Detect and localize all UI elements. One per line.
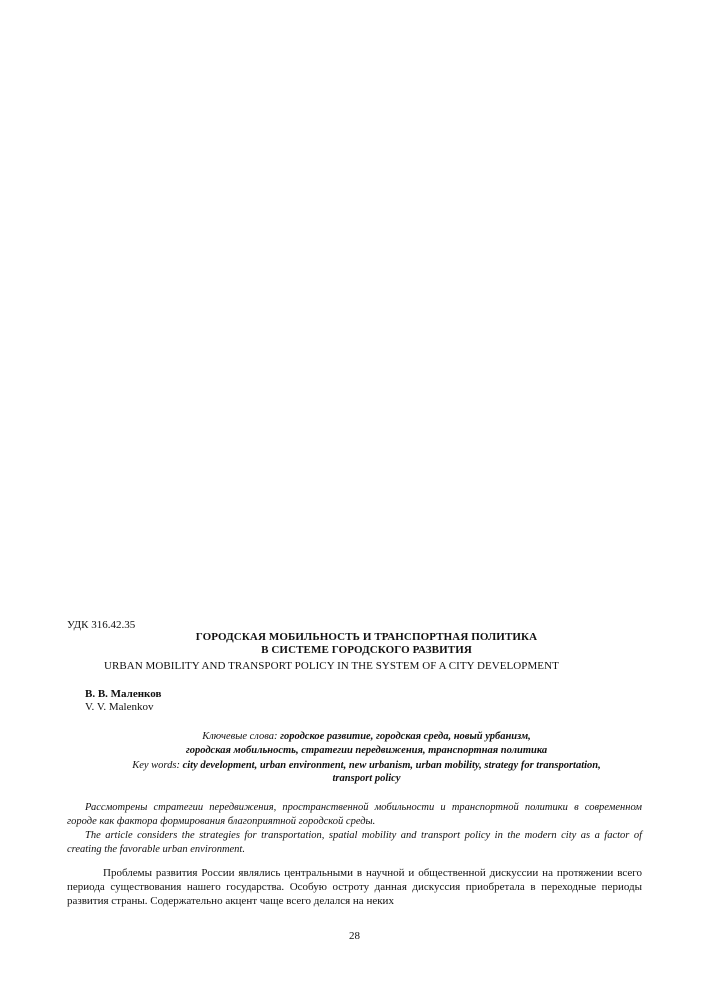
title-ru-line-2: В СИСТЕМЕ ГОРОДСКОГО РАЗВИТИЯ <box>261 644 472 656</box>
keywords-en-line-1 <box>12 760 709 771</box>
title-en: URBAN MOBILITY AND TRANSPORT POLICY IN THE SYSTEM OF A CITY DEVELOPMENT <box>104 660 559 672</box>
keywords-ru-line-1 <box>12 731 709 742</box>
body-paragraph: Проблемы развития России являлись центральными в научной и общественной дискуссии на протяжении всего периода существования нашего государства. Особую остроту данная дискуссия приобретала в переходные периоды развития страны. Содержательно акцент чаще всего делался на неких <box>67 867 642 907</box>
author-ru: В. В. Маленков <box>85 688 162 700</box>
abstract-ru: Рассмотрены стратегии передвижения, пространственной мобильности и транспортной политики в современном городе как фактора формирования благоприятной городской среды. <box>67 802 642 827</box>
page-number: 28 <box>349 930 360 942</box>
keywords-ru-terms-1: городское развитие, городская среда, новый урбанизм, <box>280 731 531 742</box>
keywords-en-line-2 <box>12 773 709 784</box>
author-en: V. V. Malenkov <box>85 701 154 713</box>
keywords-en-terms-1: city development, urban environment, new urbanism, urban mobility, strategy for transportation, <box>182 760 601 771</box>
udc-code: УДК 316.42.35 <box>67 619 136 631</box>
keywords-ru-label: Ключевые слова: <box>202 731 281 742</box>
keywords-ru-line-2 <box>12 745 709 756</box>
keywords-en-terms-2: transport policy <box>332 773 401 784</box>
keywords-en-label: Key words: <box>132 760 183 771</box>
keywords-ru-terms-2: городская мобильность, стратегии передвижения, транспортная политика <box>185 745 548 756</box>
title-ru-line-1: ГОРОДСКАЯ МОБИЛЬНОСТЬ И ТРАНСПОРТНАЯ ПОЛИТИКА <box>195 631 538 643</box>
abstract-en: The article considers the strategies for transportation, spatial mobility and transport policy in the modern city as a factor of creating the favorable urban environment. <box>67 830 642 855</box>
